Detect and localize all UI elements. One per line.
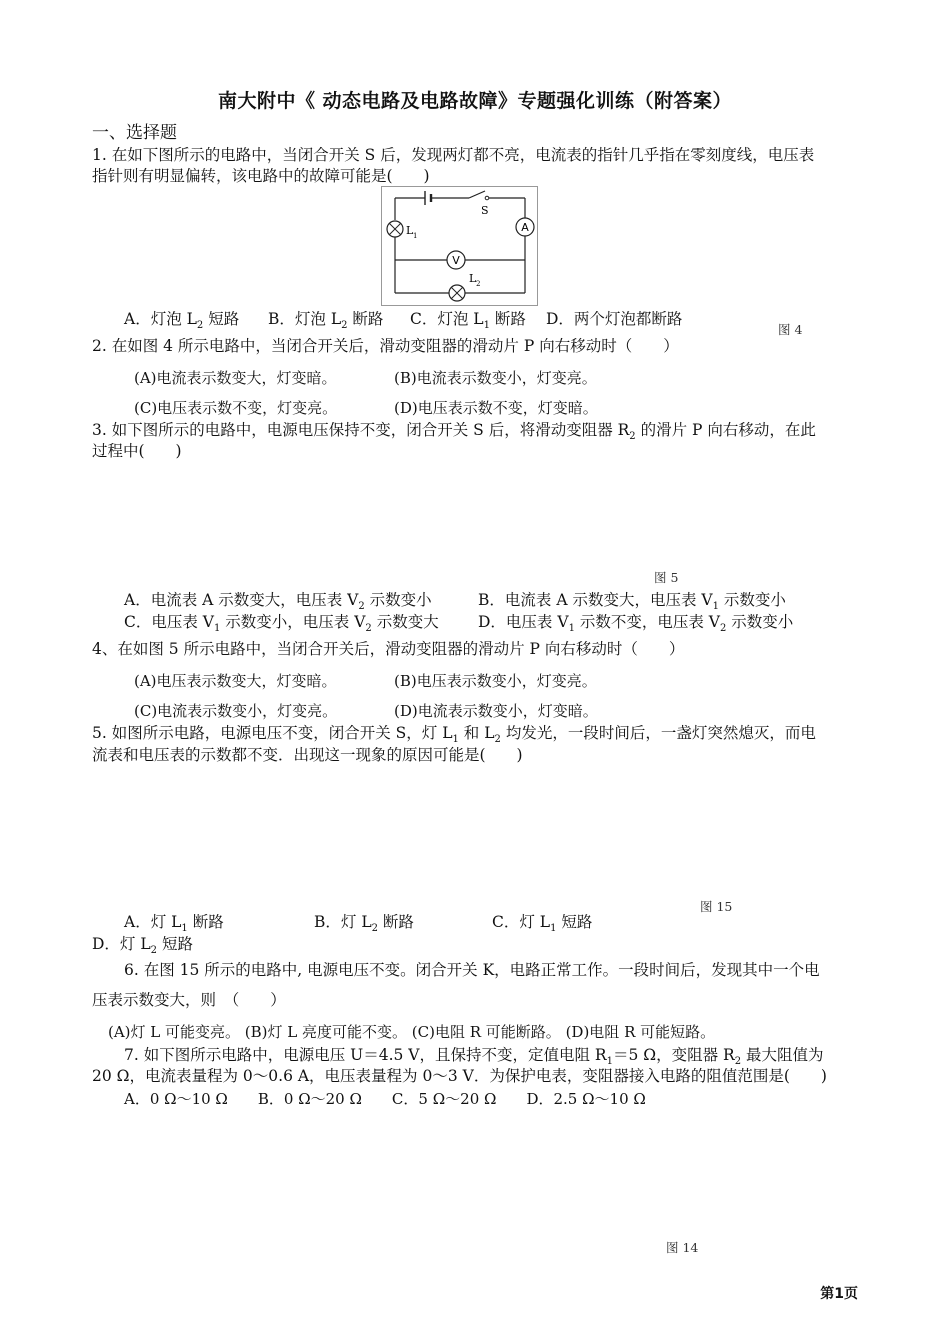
voltmeter-label: V bbox=[452, 254, 460, 267]
q3-stem-line1: 3. 如下图所示的电路中，电源电压保持不变，闭合开关 S 后，将滑动变阻器 $R_2$ 的滑片 P 向右移动，在此 bbox=[92, 421, 816, 442]
lamp-l1-subscript: 1 bbox=[413, 232, 418, 240]
q4-stem: 4、在如图 5 所示电路中，当闭合开关后，滑动变阻器的滑动片 P 向右移动时（ ） bbox=[92, 640, 685, 658]
q5-option-c: C．灯 $L_1$ 短路 bbox=[492, 913, 593, 934]
q2-stem: 2. 在如图 4 所示电路中，当闭合开关后，滑动变阻器的滑动片 P 向右移动时（ ） bbox=[92, 337, 679, 355]
q4-option-b: (B)电压表示数变小，灯变亮。 bbox=[394, 672, 597, 690]
lamp-l1-label: L bbox=[406, 224, 414, 237]
q2-option-d: (D)电压表示数不变，灯变暗。 bbox=[394, 399, 598, 417]
q1-circuit-diagram bbox=[381, 186, 538, 306]
q3-option-d: D．电压表 $V_1$ 示数不变，电压表 $V_2$ 示数变小 bbox=[478, 613, 794, 634]
q6-options: (A)灯 L 可能变亮。 (B)灯 L 亮度可能不变。 (C)电阻 R 可能断路。 (D)电阻 R 可能短路。 bbox=[108, 1023, 716, 1041]
q5-stem-line2: 流表和电压表的示数都不变．出现这一现象的原因可能是( ) bbox=[92, 746, 523, 764]
lamp-l2-subscript: 2 bbox=[476, 280, 481, 288]
q1-stem-line2: 指针则有明显偏转，该电路中的故障可能是( ) bbox=[92, 167, 430, 185]
figure-14-caption: 图 14 bbox=[666, 1240, 699, 1255]
switch-label: S bbox=[481, 204, 489, 217]
figure-15-caption: 图 15 bbox=[700, 899, 733, 914]
q7-stem-line2: 20 Ω，电流表量程为 0～0.6 A，电压表量程为 0～3 V．为保护电表，变阻器接入电路的阻值范围是( ) bbox=[92, 1067, 827, 1085]
q3-stem-line2: 过程中( ) bbox=[92, 442, 182, 460]
q5-option-a: A．灯 $L_1$ 断路 bbox=[124, 913, 224, 934]
lamp-l2-label: L bbox=[469, 272, 477, 285]
q1-stem-line1: 1. 在如下图所示的电路中，当闭合开关 S 后，发现两灯都不亮，电流表的指针几乎指在零刻度线，电压表 bbox=[92, 146, 815, 164]
q1-option-c: C．灯泡 $L_1$ 断路 bbox=[410, 310, 526, 331]
q2-option-a: (A)电流表示数变大，灯变暗。 bbox=[134, 369, 337, 387]
page-number: 第1页 bbox=[820, 1286, 858, 1302]
q3-option-a: A．电流表 A 示数变大，电压表 $V_2$ 示数变小 bbox=[124, 591, 432, 612]
document-title: 南大附中《 动态电路及电路故障》专题强化训练（附答案） bbox=[217, 90, 733, 112]
q4-option-c: (C)电流表示数变小，灯变亮。 bbox=[134, 702, 338, 720]
q4-option-d: (D)电流表示数变小，灯变暗。 bbox=[394, 702, 598, 720]
section-heading: 一、选择题 bbox=[92, 123, 177, 143]
q6-stem-line2: 压表示数变大，则 （ ） bbox=[92, 991, 286, 1009]
q5-option-b: B．灯 $L_2$ 断路 bbox=[314, 913, 414, 934]
q3-option-b: B．电流表 A 示数变大，电压表 $V_1$ 示数变小 bbox=[478, 591, 786, 612]
q2-option-b: (B)电流表示数变小，灯变亮。 bbox=[394, 369, 597, 387]
q6-stem-line1: 6. 在图 15 所示的电路中, 电源电压不变。闭合开关 K，电路正常工作。一段时间后，发现其中一个电 bbox=[124, 961, 820, 979]
q2-option-c: (C)电压表示数不变，灯变亮。 bbox=[134, 399, 338, 417]
q3-option-c: C．电压表 $V_1$ 示数变小，电压表 $V_2$ 示数变大 bbox=[124, 613, 439, 634]
q4-option-a: (A)电压表示数变大，灯变暗。 bbox=[134, 672, 337, 690]
q7-stem-line1: 7. 如下图所示电路中，电源电压 U＝4.5 V，且保持不变，定值电阻 $R_1=5$ Ω，变阻器 $R_2$ 最大阻值为 bbox=[124, 1046, 824, 1067]
q1-option-d: D．两个灯泡都断路 bbox=[546, 310, 683, 328]
q7-options: A．0 Ω～10 Ω B．0 Ω～20 Ω C．5 Ω～20 Ω D．2.5 Ω～10 Ω bbox=[124, 1090, 646, 1108]
q1-option-a: A．灯泡 $L_2$ 短路 bbox=[124, 310, 240, 331]
ammeter-label: A bbox=[521, 221, 529, 234]
figure-4-caption: 图 4 bbox=[778, 322, 803, 337]
q1-option-b: B．灯泡 $L_2$ 断路 bbox=[268, 310, 384, 331]
figure-5-caption: 图 5 bbox=[654, 570, 679, 585]
q5-option-d: D．灯 $L_2$ 短路 bbox=[92, 935, 193, 956]
q5-stem-line1: 5. 如图所示电路，电源电压不变，闭合开关 S，灯 $L_1$ 和 $L_2$ 均发光，一段时间后，一盏灯突然熄灭，而电 bbox=[92, 724, 816, 745]
